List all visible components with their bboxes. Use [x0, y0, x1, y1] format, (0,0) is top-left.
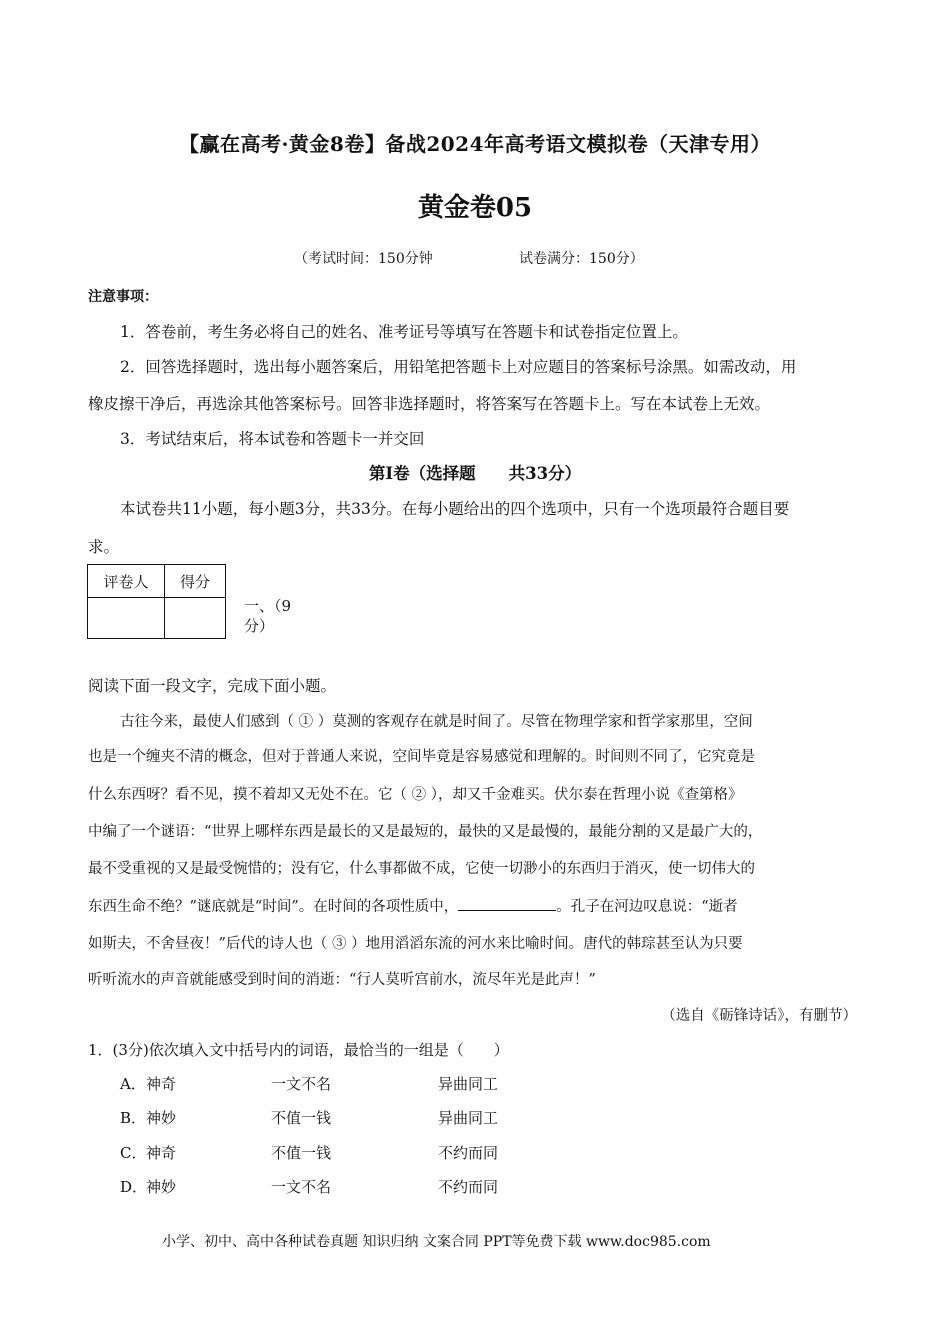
option-word: 异曲同工	[438, 1075, 499, 1093]
passage-line	[88, 895, 738, 916]
question-group-line: 一、（9	[244, 597, 292, 615]
option-letter: A．	[120, 1075, 146, 1093]
passage-line-part: 东西生命不绝？”谜底就是“时间”。在时间的各项性质中，	[88, 899, 459, 915]
reviewer-cell	[88, 598, 165, 639]
option-word: 一文不名	[271, 1178, 332, 1196]
score-table	[87, 564, 226, 639]
passage-line: 如斯夫，不舍昼夜！”后代的诗人也（ ③ ）地用滔滔东流的河水来比喻时间。唐代的韩琮甚至认为只要	[88, 936, 743, 952]
reading-instruction: 阅读下面一段文字，完成下面小题。	[88, 677, 337, 695]
fill-blank	[458, 896, 556, 911]
section-title: 第Ⅰ卷（选择题 共33分）	[368, 464, 582, 483]
question-stem: 1．(3分)依次填入文中括号内的词语，最恰当的一组是（ ）	[88, 1041, 509, 1059]
option-word: 神奇	[146, 1075, 177, 1093]
passage-line: 也是一个缠夹不清的概念，但对于普通人来说，空间毕竟是容易感觉和理解的。时间则不同了，它究竟是	[88, 749, 755, 765]
exam-title: 【赢在高考·黄金8卷】备战2024年高考语文模拟卷（天津专用）	[178, 132, 772, 156]
page-footer: 小学、初中、高中各种试卷真题 知识归纳 文案合同 PPT等免费下载 www.doc985.com	[162, 1234, 711, 1250]
notes-item: 3．考试结束后，将本试卷和答题卡一并交回	[120, 430, 425, 448]
passage-line: 中编了一个谜语：“世界上哪样东西是最长的又是最短的，最快的又是最慢的，最能分割的又是最广大的，	[88, 824, 763, 840]
paper-subtitle: 黄金卷05	[417, 193, 533, 223]
option-word: 一文不名	[271, 1075, 332, 1093]
passage-line-part: 。孔子在河边叹息说：“逝者	[556, 899, 738, 915]
section-intro: 本试卷共11小题，每小题3分，共33分。在每小题给出的四个选项中，只有一个选项最符合题目要	[120, 500, 790, 518]
option-word: 不约而同	[438, 1178, 499, 1196]
passage-line: 最不受重视的又是最受惋惜的；没有它，什么事都做不成，它使一切渺小的东西归于消灭，使一切伟大的	[88, 861, 755, 877]
section-intro-continued: 求。	[88, 538, 120, 556]
option-letter: D．	[120, 1178, 148, 1196]
option-word: 异曲同工	[438, 1109, 499, 1127]
option-word: 神妙	[146, 1109, 177, 1127]
notes-heading: 注意事项：	[88, 289, 158, 305]
option-word: 神妙	[146, 1178, 177, 1196]
option-word: 不值一钱	[271, 1109, 332, 1127]
option-word: 不值一钱	[271, 1144, 332, 1162]
exam-time: （考试时间：150分钟	[294, 251, 433, 267]
passage-line: 古往今来，最使人们感到（ ① ）莫测的客观存在就是时间了。尽管在物理学家和哲学家那里，空间	[120, 714, 753, 730]
notes-item-continued: 橡皮擦干净后，再选涂其他答案标号。回答非选择题时，将答案写在答题卡上。写在本试卷上无效。	[88, 395, 771, 413]
passage-source: （选自《砺锋诗话》，有删节）	[661, 1008, 857, 1024]
notes-item: 2．回答选择题时，选出每小题答案后，用铅笔把答题卡上对应题目的答案标号涂黑。如需改动，用	[120, 358, 797, 376]
passage-line: 听听流水的声音就能感受到时间的消逝：“行人莫听宫前水，流尽年光是此声！”	[88, 972, 596, 988]
option-word: 不约而同	[438, 1144, 499, 1162]
option-letter: C．	[120, 1144, 147, 1162]
score-cell	[165, 598, 226, 639]
passage-line: 什么东西呀？看不见，摸不着却又无处不在。它（ ② ），却又千金难买。伏尔泰在哲理小说《查第格》	[88, 787, 743, 803]
full-score: 试卷满分：150分）	[519, 251, 644, 267]
reviewer-header: 评卷人	[88, 565, 165, 598]
option-word: 神奇	[146, 1144, 177, 1162]
question-group-label	[244, 596, 291, 636]
score-header: 得分	[165, 565, 226, 598]
notes-item: 1．答卷前，考生务必将自己的姓名、准考证号等填写在答题卡和试卷指定位置上。	[120, 323, 688, 341]
question-group-line: 分）	[244, 617, 275, 635]
option-letter: B．	[120, 1109, 147, 1127]
